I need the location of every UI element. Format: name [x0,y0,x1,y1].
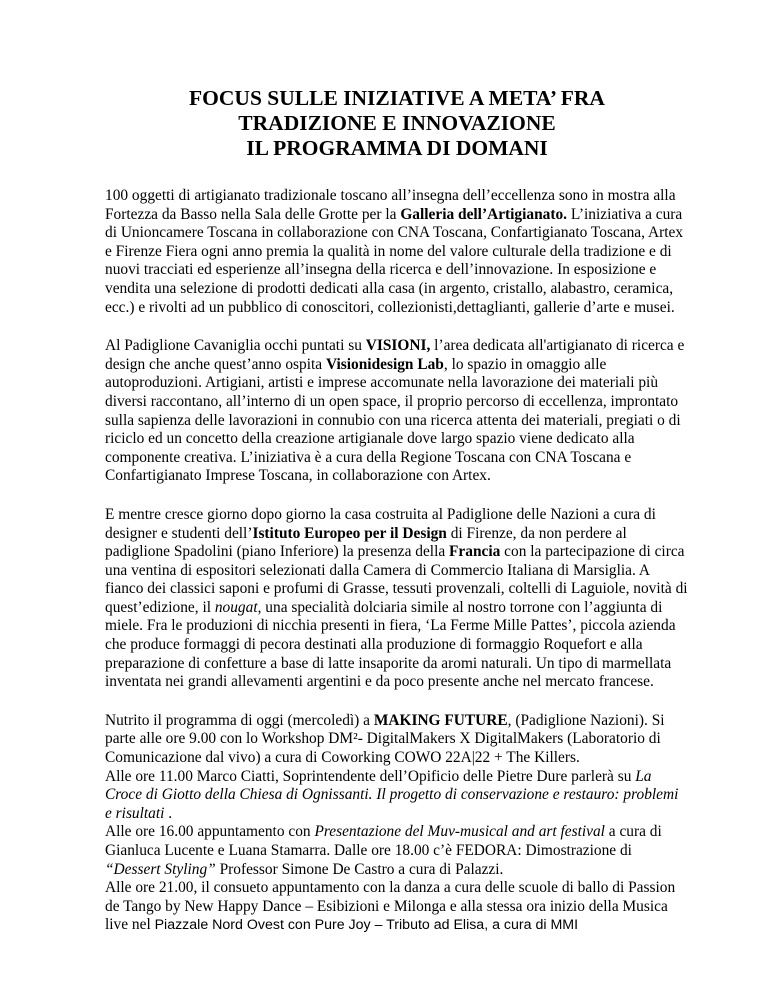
p3-italic-nougat: nougat [214,598,258,616]
p4-text-4: . [164,804,173,822]
paragraph-galleria-artigianato [105,187,689,317]
paragraph-making-future [105,712,689,935]
p4-bold-making-future: MAKING FUTURE [373,711,508,729]
p4-sans-piazzale: Piazzale Nord Ovest con Pure Joy – Tributo ad Elisa, a cura di MMI [154,917,579,934]
paragraph-visioni [105,337,689,486]
p2-text-2: l’area dedicata all'artigianato di ricerca e design che anche quest’anno ospita [105,337,685,373]
p4-italic-dessert-styling: “Dessert Styling” [105,860,216,878]
p3-bold-francia: Francia [449,543,501,561]
page-title [105,86,689,161]
p4-text-5: Alle ore 16.00 appuntamento con [105,823,315,841]
p2-text-3: , lo spazio in omaggio alle autoproduzioni. Artigiani, artisti e imprese accomunate nella lavorazione dei materiali più diversi raccontano, all’interno di un open space, il proprio percorso di eccellenza, improntato sulla sapienza delle lavorazioni in connubio con una ricerca attenta dei materiali, pregiati o di riciclo ed un concetto della creazione artigianale dove largo spazio viene dedicato alla componente creativa. L’iniziativa è a cura della Regione Toscana con CNA Toscana e Confartigianato Imprese Toscana, in collaborazione con Artex. [105,355,681,485]
p2-text-1: Al Padiglione Cavaniglia occhi puntati su [105,337,366,355]
p1-text-2: L’iniziativa a cura di Unioncamere Toscana in collaborazione con CNA Toscana, Confartigianato Toscana, Artex e Firenze Fiera ogni anno premia la qualità in nome del valore culturale della tradizione e di nuovi tracciati ed esperienze all’insegna della ricerca e dell’innovazione. In esposizione e vendita una selezione di prodotti dedicati alla casa (in argento, cristallo, alabastro, ceramica, ecc.) e rivolti ad un pubblico di conoscitori, collezionisti,dettaglianti, gallerie d’arte e musei. [105,205,684,316]
p4-text-3: Alle ore 11.00 Marco Ciatti, Soprintendente dell’Opificio delle Pietre Dure parlerà su [105,767,636,785]
paragraph-francia [105,506,689,692]
p4-italic-muv-festival: Presentazione del Muv-musical and art festival [314,823,605,841]
p3-text-1: E mentre cresce giorno dopo giorno la casa costruita al Padiglione delle Nazioni a cura di designer e studenti dell’ [105,505,656,542]
p3-text-4: , una specialità dolciaria simile al nostro torrone con l’aggiunta di miele. Fra le produzioni di nicchia presenti in fiera, ‘La Ferme Mille Pattes’, piccola azienda che produce formaggi di pecora destinati alla produzione di formaggio Roquefort e alla preparazione di confetture a base di latte insaporite da aromi naturali. Un tipo di marmellata inventata nei grandi allevamenti argentini e da poco presente anche nel mercato francese. [105,598,676,691]
p1-text-1: 100 oggetti di artigianato tradizionale toscano all’insegna dell’eccellenza sono in mostra alla Fortezza da Basso nella Sala delle Grotte per la [105,187,676,223]
p3-text-2: di Firenze, da non perdere al padiglione Spadolini (piano Inferiore) la presenza della [105,524,627,561]
p2-bold-visionidesign-lab: Visionidesign Lab [325,355,444,373]
p1-bold-galleria: Galleria dell’Artigianato. [400,205,568,223]
p2-bold-visioni: VISIONI, [365,337,431,355]
p4-text-6: a cura di Gianluca Lucente e Luana Stamarra. Dalle ore 18.00 c’è FEDORA: Dimostrazione di [105,823,662,859]
title-line-3: IL PROGRAMMA DI DOMANI [246,136,548,160]
p4-text-2: , (Padiglione Nazioni). Si parte alle ore 9.00 con lo Workshop DM²- DigitalMakers X DigitalMakers (Laboratorio di Comunicazione dal vivo) a cura di Coworking COWO 22A|22 + The Killers. [105,711,665,767]
p4-text-7: Professor Simone De Castro a cura di Palazzi. [215,860,504,878]
p3-text-3: con la partecipazione di circa una ventina di espositori selezionati dalla Camera di Commercio Italiana di Marsiglia. A fianco dei classici saponi e profumi di Grasse, tessuti provenzali, coltelli di Laguiole, novità di quest’edizione, il [105,543,688,616]
p4-text-1: Nutrito il programma di oggi (mercoledì) a [105,711,374,729]
p4-italic-croce-giotto: La Croce di Giotto della Chiesa di Ognissanti. Il progetto di conservazione e restauro: problemi e risultati [105,767,679,822]
p3-bold-istituto-europeo: Istituto Europeo per il Design [252,524,447,542]
p4-text-8: Alle ore 21.00, il consueto appuntamento con la danza a cura delle scuole di ballo di Passion de Tango by New Happy Dance – Esibizioni e Milonga e alla stessa ora inizio della Musica live nel [105,879,676,934]
title-line-2: TRADIZIONE E INNOVAZIONE [238,111,556,135]
title-line-1: FOCUS SULLE INIZIATIVE A META’ FRA [189,86,605,110]
